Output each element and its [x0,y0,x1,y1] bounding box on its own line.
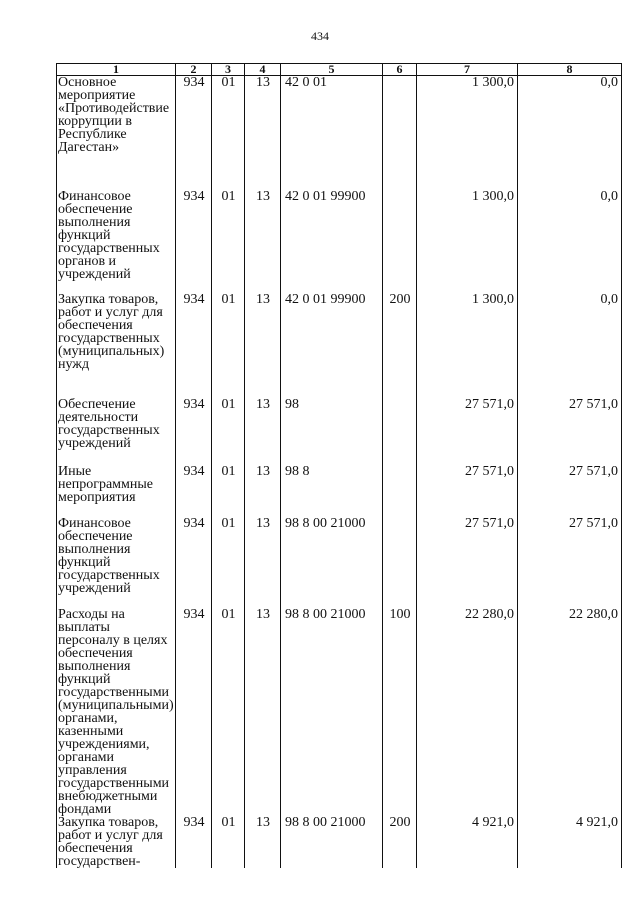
column-header: 1 [57,64,176,76]
column-header: 4 [245,64,281,76]
sum-plan: 1 300,0 [417,190,518,293]
row-name: Финансовое обеспечение выполнения функций государственных органов и учреждений [57,190,176,293]
ministry-code: 934 [176,465,212,517]
table-header-row [57,64,622,76]
expense-type [383,517,417,608]
section-code: 01 [212,465,245,517]
budget-table [56,63,622,868]
subsection-code: 13 [245,293,281,398]
sum-plan: 27 571,0 [417,517,518,608]
target-article: 98 8 00 21000 [281,816,383,868]
target-article: 98 8 [281,465,383,517]
ministry-code: 934 [176,293,212,398]
row-name: Расходы на выплаты персоналу в целях обеспечения выполнения функций государственными (муниципальными) органами, казенными учреждениями, органами управления государственными внебюджетными фондами [58,607,174,817]
table-row [57,608,622,816]
sum-fact: 4 921,0 [518,816,622,868]
column-header: 5 [281,64,383,76]
subsection-code: 13 [245,517,281,608]
column-header: 6 [383,64,417,76]
section-code: 01 [212,76,245,191]
subsection-code: 13 [245,190,281,293]
sum-plan: 1 300,0 [417,76,518,191]
column-header: 2 [176,64,212,76]
ministry-code: 934 [176,816,212,868]
subsection-code: 13 [245,398,281,465]
column-header: 8 [518,64,622,76]
section-code: 01 [212,293,245,398]
table-row [57,517,622,608]
table-row [57,465,622,517]
target-article: 42 0 01 99900 [281,293,383,398]
row-name: Финансовое обеспечение выполнения функций государственных учреждений [57,517,176,608]
expense-type: 200 [383,293,417,398]
sum-plan: 27 571,0 [417,398,518,465]
expense-type [383,398,417,465]
subsection-code: 13 [245,465,281,517]
target-article: 42 0 01 [281,76,383,191]
expense-type [383,190,417,293]
section-code: 01 [212,190,245,293]
table-row [57,190,622,293]
page-number: 434 [311,29,329,43]
sum-fact: 0,0 [518,293,622,398]
sum-plan: 22 280,0 [417,608,518,816]
table-row [57,76,622,191]
sum-fact: 27 571,0 [518,398,622,465]
ministry-code: 934 [176,398,212,465]
expense-type: 200 [383,816,417,868]
sum-fact: 22 280,0 [518,608,622,816]
sum-plan: 4 921,0 [417,816,518,868]
row-name: Обеспечение деятельности государственных учреждений [57,398,176,465]
sum-fact: 0,0 [518,190,622,293]
expense-type [383,76,417,191]
subsection-code: 13 [245,76,281,191]
subsection-code: 13 [245,608,281,816]
section-code: 01 [212,517,245,608]
column-header: 7 [417,64,518,76]
expense-type [383,465,417,517]
sum-fact: 27 571,0 [518,517,622,608]
row-name: Иные непрограммные мероприятия [57,465,176,517]
sum-fact: 27 571,0 [518,465,622,517]
subsection-code: 13 [245,816,281,868]
table-row [57,816,622,868]
target-article: 42 0 01 99900 [281,190,383,293]
ministry-code: 934 [176,517,212,608]
sum-plan: 1 300,0 [417,293,518,398]
row-name: Основное мероприятие «Противодействие коррупции в Республике Дагестан» [57,76,176,191]
target-article: 98 [281,398,383,465]
section-code: 01 [212,816,245,868]
row-name: Закупка товаров, работ и услуг для обеспечения государствен- [57,816,176,868]
column-header: 3 [212,64,245,76]
ministry-code: 934 [176,190,212,293]
table-row [57,293,622,398]
section-code: 01 [212,608,245,816]
target-article: 98 8 00 21000 [281,608,383,816]
sum-fact: 0,0 [518,76,622,191]
table-row [57,398,622,465]
ministry-code: 934 [176,76,212,191]
row-name: Закупка товаров, работ и услуг для обеспечения государственных (муниципальных) нужд [57,293,176,398]
expense-type: 100 [383,608,417,816]
ministry-code: 934 [176,608,212,816]
sum-plan: 27 571,0 [417,465,518,517]
target-article: 98 8 00 21000 [281,517,383,608]
section-code: 01 [212,398,245,465]
